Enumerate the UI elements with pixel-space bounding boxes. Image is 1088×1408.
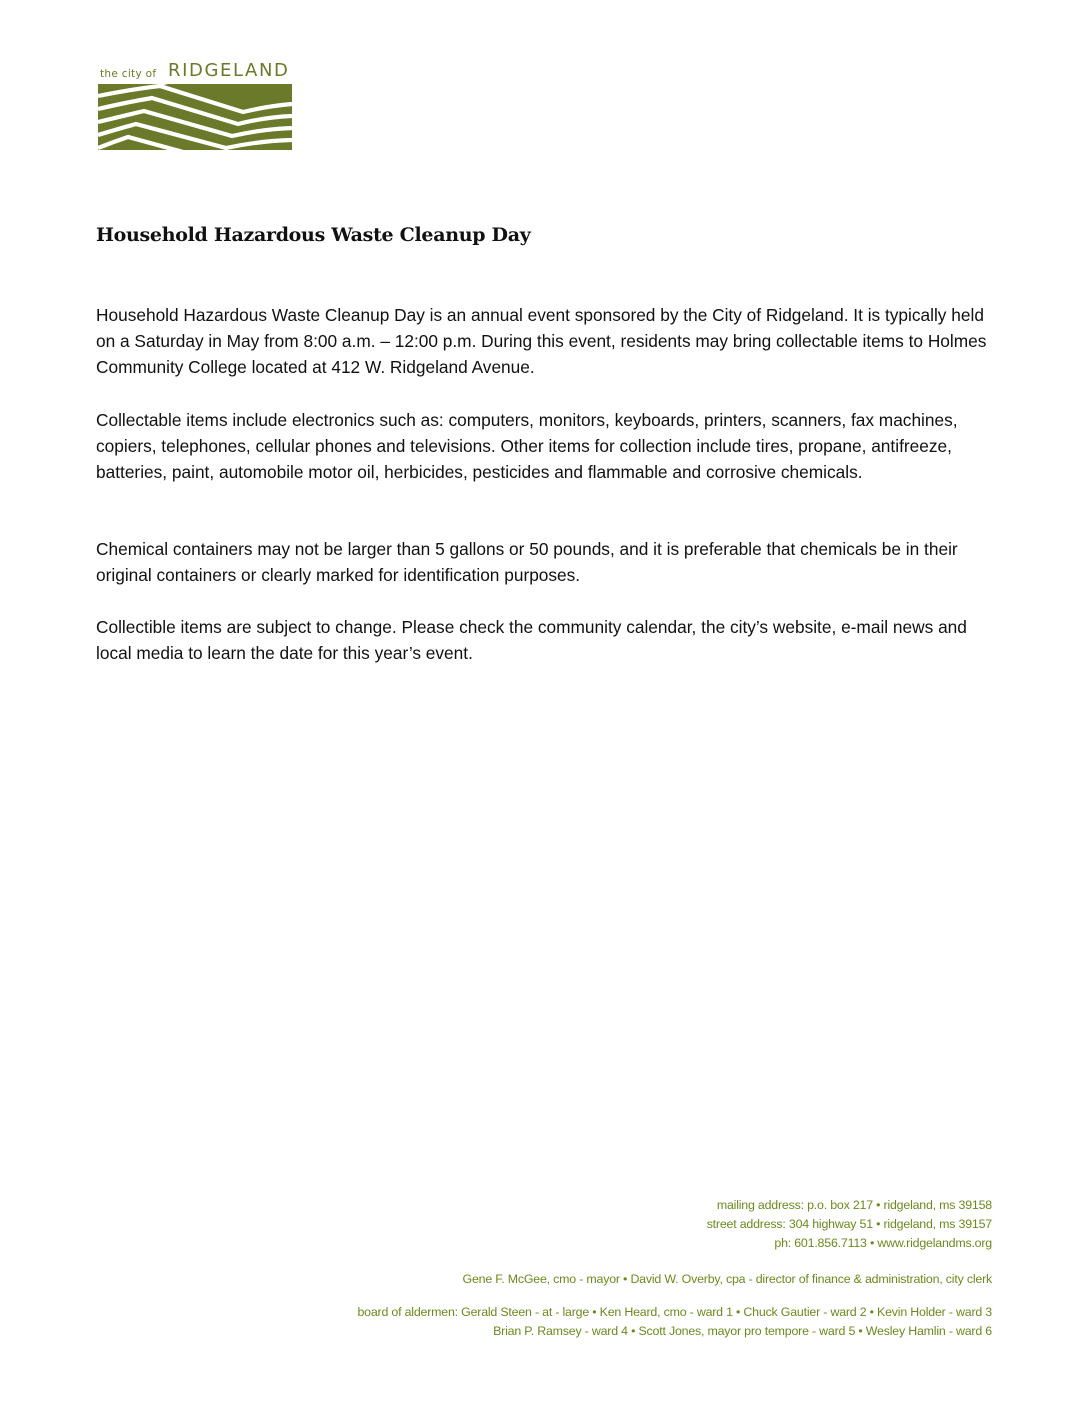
paragraph-collectable-items: Collectable items include electronics such as: computers, monitors, keyboards, printers, scanners, fax machines, copiers, telephones, cellular phones and televisions. Other items for collection include tires, propane, antifreeze, batteries, paint, automobile motor oil, herbicides, pesticides and flammable and corrosive chemicals. (96, 410, 958, 482)
paragraph-container-rules: Chemical containers may not be larger than 5 gallons or 50 pounds, and it is preferable that chemicals be in their original containers or clearly marked for identification purposes. (96, 539, 958, 585)
footer-phone-website: ph: 601.856.7113 • www.ridgelandms.org (774, 1236, 992, 1250)
logo-big-text: RIDGELAND (168, 60, 290, 81)
logo-small-text: the city of (100, 68, 157, 80)
logo-waves-graphic (98, 84, 292, 150)
footer-board-line: board of aldermen: Gerald Steen - at - large • Ken Heard, cmo - ward 1 • Chuck Gautier - ward 2 • Kevin Holder - ward 3 (357, 1305, 992, 1319)
footer-board-line: Brian P. Ramsey - ward 4 • Scott Jones, mayor pro tempore - ward 5 • Wesley Hamlin - ward 6 (493, 1324, 992, 1338)
document-title: Household Hazardous Waste Cleanup Day (96, 224, 531, 246)
footer-board-of-aldermen (357, 1303, 992, 1341)
paragraph-event-description: Household Hazardous Waste Cleanup Day is an annual event sponsored by the City of Ridgeland. It is typically held on a Saturday in May from 8:00 a.m. – 12:00 p.m. During this event, residents may bring collectable items to Holmes Community College located at 412 W. Ridgeland Avenue. (96, 305, 987, 377)
footer-mailing-address: mailing address: p.o. box 217 • ridgeland, ms 39158 (716, 1198, 992, 1212)
paragraph-schedule-note: Collectible items are subject to change. Please check the community calendar, the city’s website, e-mail news and local media to learn the date for this year’s event. (96, 617, 967, 663)
footer-officials-line: Gene F. McGee, cmo - mayor • David W. Overby, cpa - director of finance & administration, city clerk (462, 1272, 992, 1286)
footer-street-address: street address: 304 highway 51 • ridgeland, ms 39157 (706, 1217, 992, 1231)
city-logo (98, 60, 294, 152)
footer-address-block (707, 1196, 992, 1253)
footer-officials (463, 1270, 992, 1289)
